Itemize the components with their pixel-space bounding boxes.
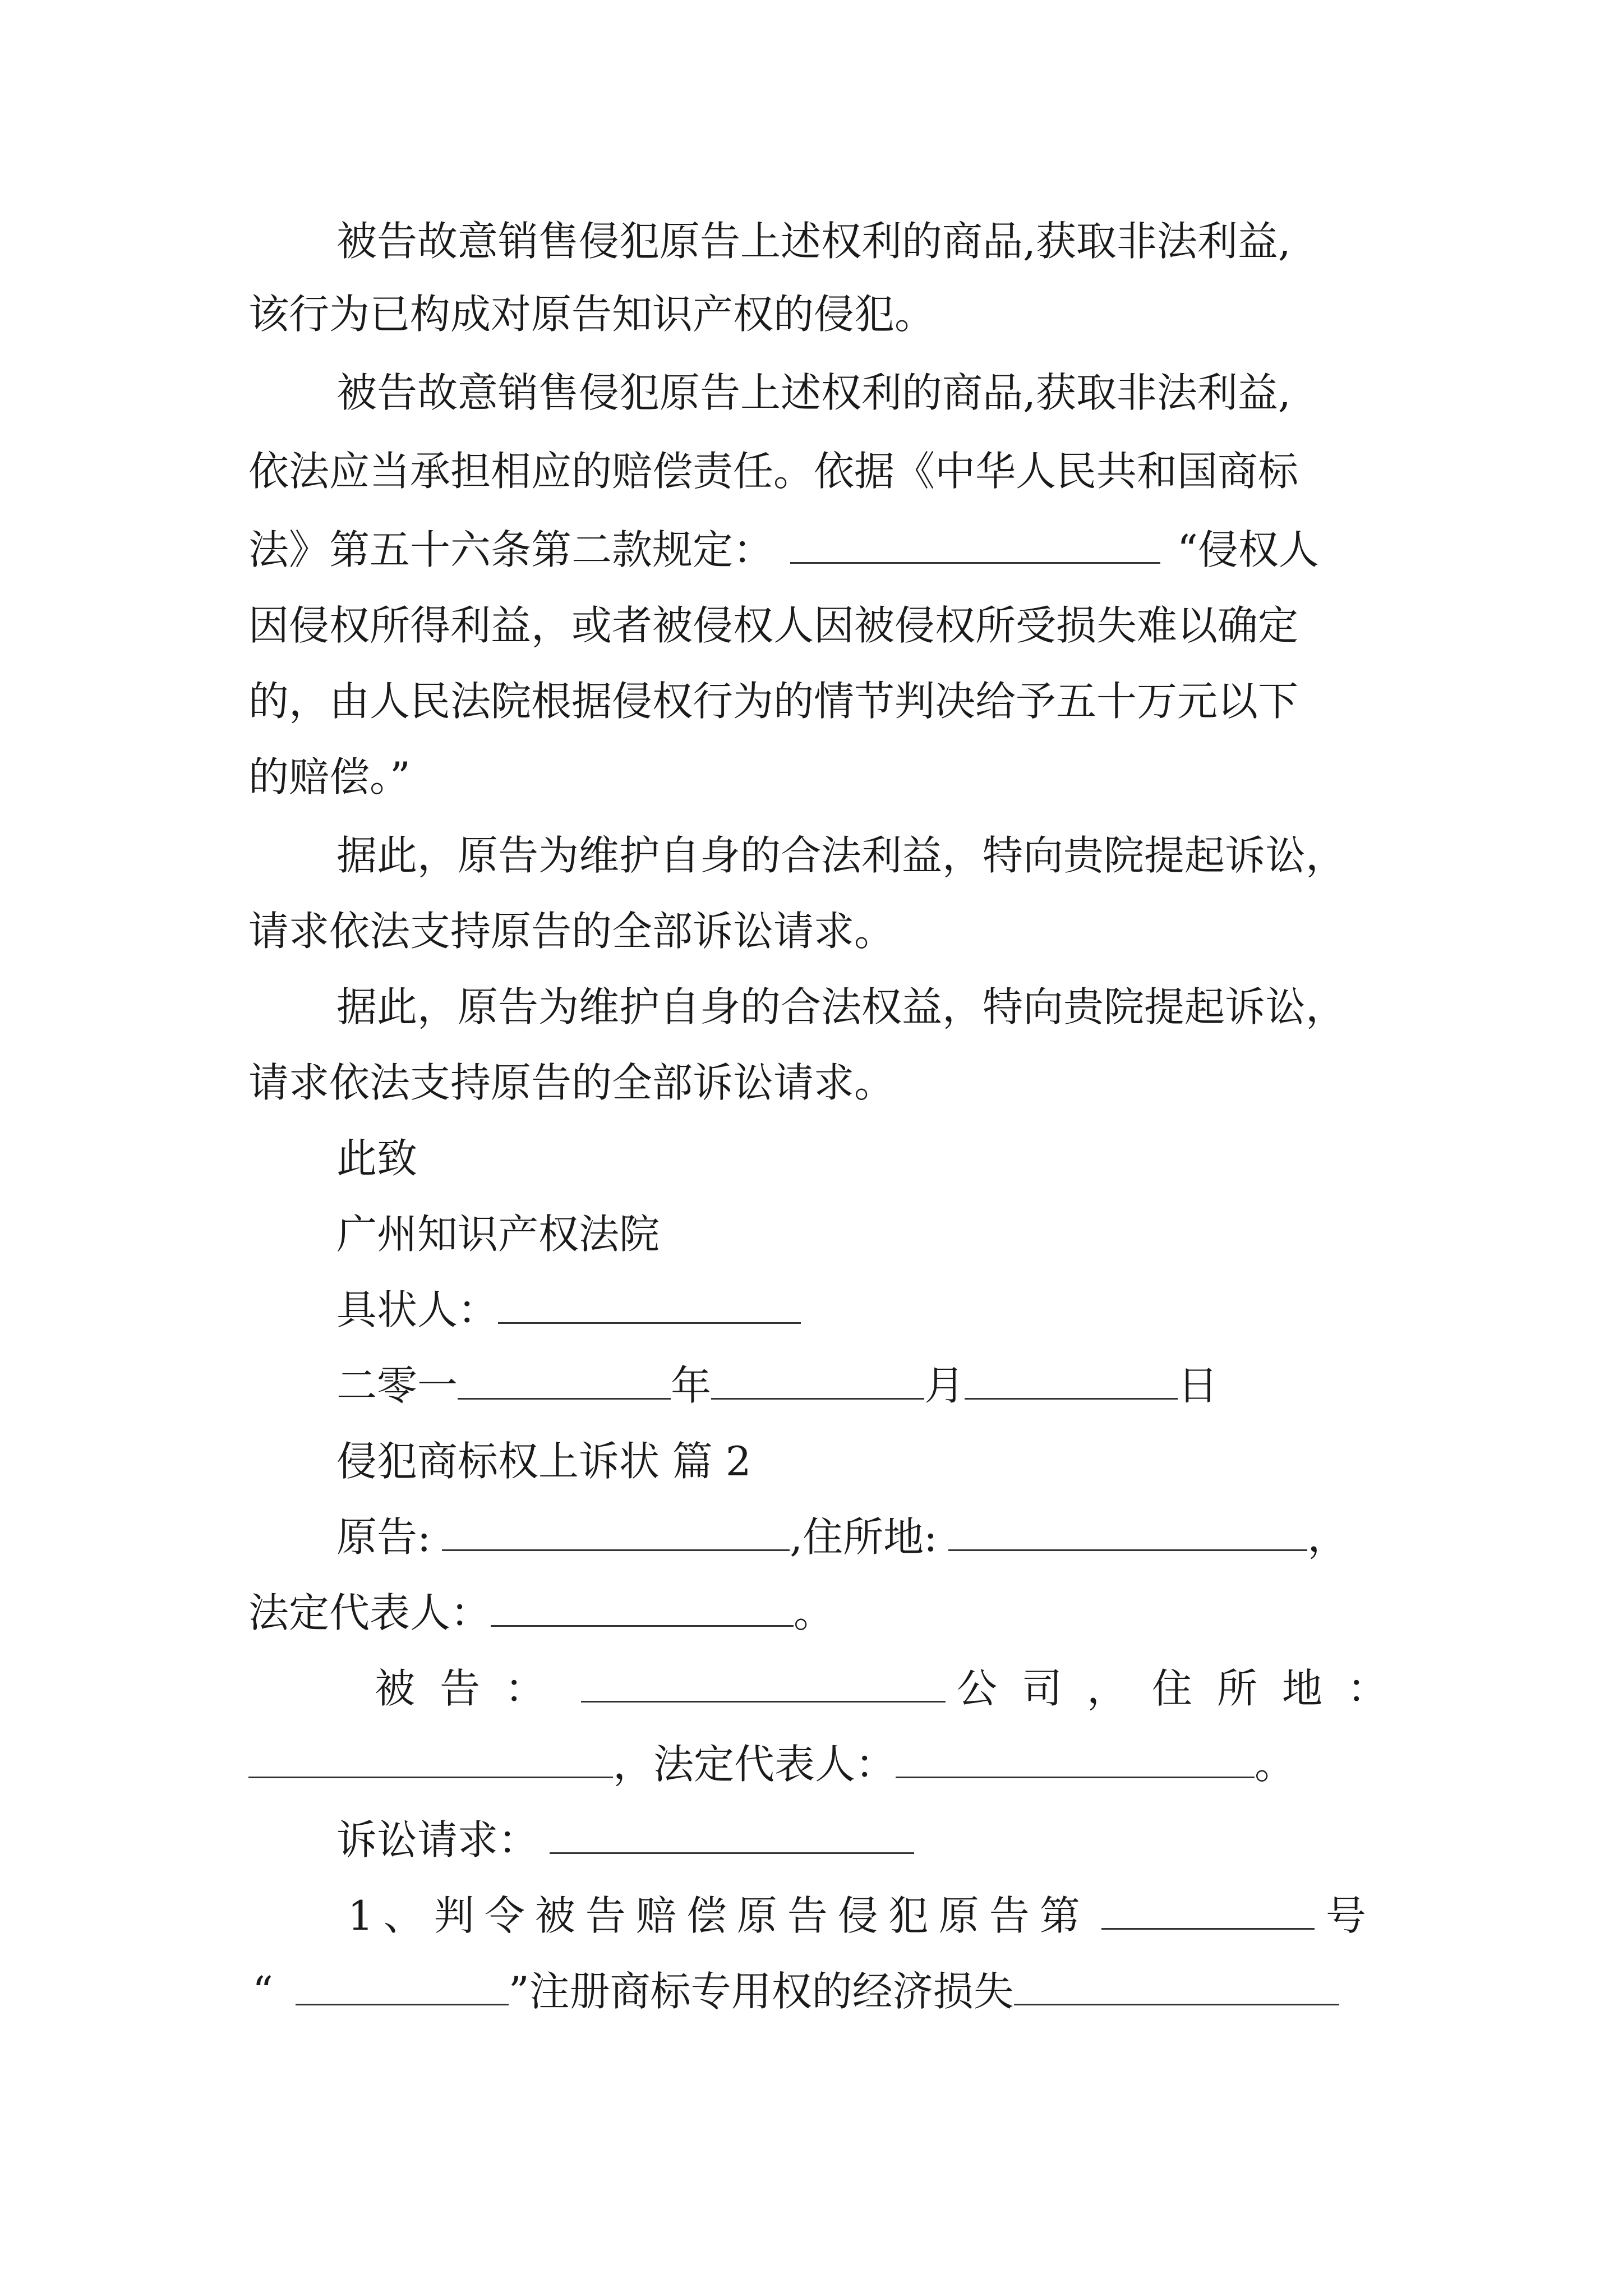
year-field[interactable]	[458, 1359, 671, 1400]
plaintiff-rep-field[interactable]	[491, 1586, 794, 1627]
paragraph-4-line-2: 请求依法支持原告的全部诉讼请求。	[248, 1059, 895, 1106]
section-2-heading: 侵犯商标权上诉状 篇 2	[336, 1438, 751, 1485]
paragraph-1-line-1: 被告故意销售侵犯原告上述权利的商品,获取非法利益,	[336, 218, 1291, 265]
paragraph-2-line-2: 依法应当承担相应的赔偿责任。依据《中华人民共和国商标	[248, 448, 1299, 495]
statute-citation: 法》第五十六条第二款规定：	[248, 526, 774, 573]
blank-field[interactable]	[790, 523, 1160, 564]
defendant-line	[375, 1660, 1412, 1717]
paragraph-4-line-1: 据此，原告为维护自身的合法权益，特向贵院提起诉讼，	[336, 983, 1347, 1030]
claims-field[interactable]	[550, 1813, 914, 1854]
plaintiff-line	[336, 1509, 1348, 1565]
defendant-label: 被告：	[375, 1665, 570, 1712]
paragraph-3-line-1: 据此，原告为维护自身的合法利益，特向贵院提起诉讼，	[336, 832, 1347, 879]
claim-1-open-quote: “	[252, 1968, 273, 2015]
period-2: 。	[1255, 1741, 1295, 1788]
paragraph-2-line-6: 的赔偿。”	[248, 753, 411, 800]
date-line	[336, 1358, 1218, 1414]
plaintiff-label: 原告:	[336, 1513, 431, 1561]
defendant-rep-field[interactable]	[896, 1737, 1255, 1778]
signer-line	[336, 1282, 801, 1338]
month-label: 月	[924, 1362, 965, 1409]
plaintiff-address-field[interactable]	[948, 1510, 1307, 1551]
paragraph-3-line-2: 请求依法支持原告的全部诉讼请求。	[248, 908, 895, 955]
salutation: 此致	[336, 1135, 418, 1182]
month-field[interactable]	[711, 1359, 924, 1400]
paragraph-2-line-1: 被告故意销售侵犯原告上述权利的商品,获取非法利益,	[336, 369, 1291, 416]
signer-field[interactable]	[498, 1283, 801, 1324]
paragraph-1-line-2: 该行为已构成对原告知识产权的侵犯。	[248, 291, 935, 338]
trademark-name-field[interactable]	[296, 1964, 509, 2005]
court-name: 广州知识产权法院	[336, 1211, 660, 1258]
address-label: ,住所地:	[790, 1513, 938, 1561]
signer-label: 具状人：	[336, 1286, 499, 1333]
defendant-address-field[interactable]	[248, 1737, 613, 1778]
company-label: 公司，住所地：	[957, 1665, 1413, 1712]
legal-rep-label: 法定代表人：	[248, 1589, 491, 1636]
claim-1-line-1	[348, 1888, 1376, 1944]
plaintiff-rep-line	[248, 1585, 834, 1641]
paragraph-2-line-4: 因侵权所得利益，或者被侵权人因被侵权所受损失难以确定	[248, 602, 1299, 649]
trademark-number-field[interactable]	[1101, 1889, 1315, 1930]
day-label: 日	[1178, 1362, 1219, 1409]
paragraph-2-line-5: 的，由人民法院根据侵权行为的情节判决给予五十万元以下	[248, 678, 1299, 725]
defendant-field[interactable]	[581, 1662, 946, 1703]
trailing-comma: ，	[1307, 1513, 1348, 1561]
claim-1-line-2	[252, 1963, 1339, 2019]
paragraph-2-line-3	[248, 522, 1319, 578]
claim-1-number-label: 号	[1325, 1892, 1376, 1939]
period: 。	[794, 1589, 834, 1636]
year-label: 年	[671, 1362, 712, 1409]
damages-field[interactable]	[1014, 1964, 1339, 2005]
defendant-rep-line	[248, 1736, 1295, 1792]
day-field[interactable]	[965, 1359, 1178, 1400]
claims-line	[336, 1812, 914, 1868]
plaintiff-field[interactable]	[442, 1510, 790, 1551]
date-prefix: 二零一	[336, 1362, 458, 1409]
claims-label: 诉讼请求：	[336, 1816, 539, 1864]
quote-start: “侵权人	[1177, 526, 1319, 573]
claim-1-text: 1、判令被告赔偿原告侵犯原告第	[348, 1892, 1090, 1939]
claim-1-trademark-text: ”注册商标专用权的经济损失	[508, 1968, 1014, 2015]
defendant-rep-label: ，法定代表人：	[613, 1741, 896, 1788]
